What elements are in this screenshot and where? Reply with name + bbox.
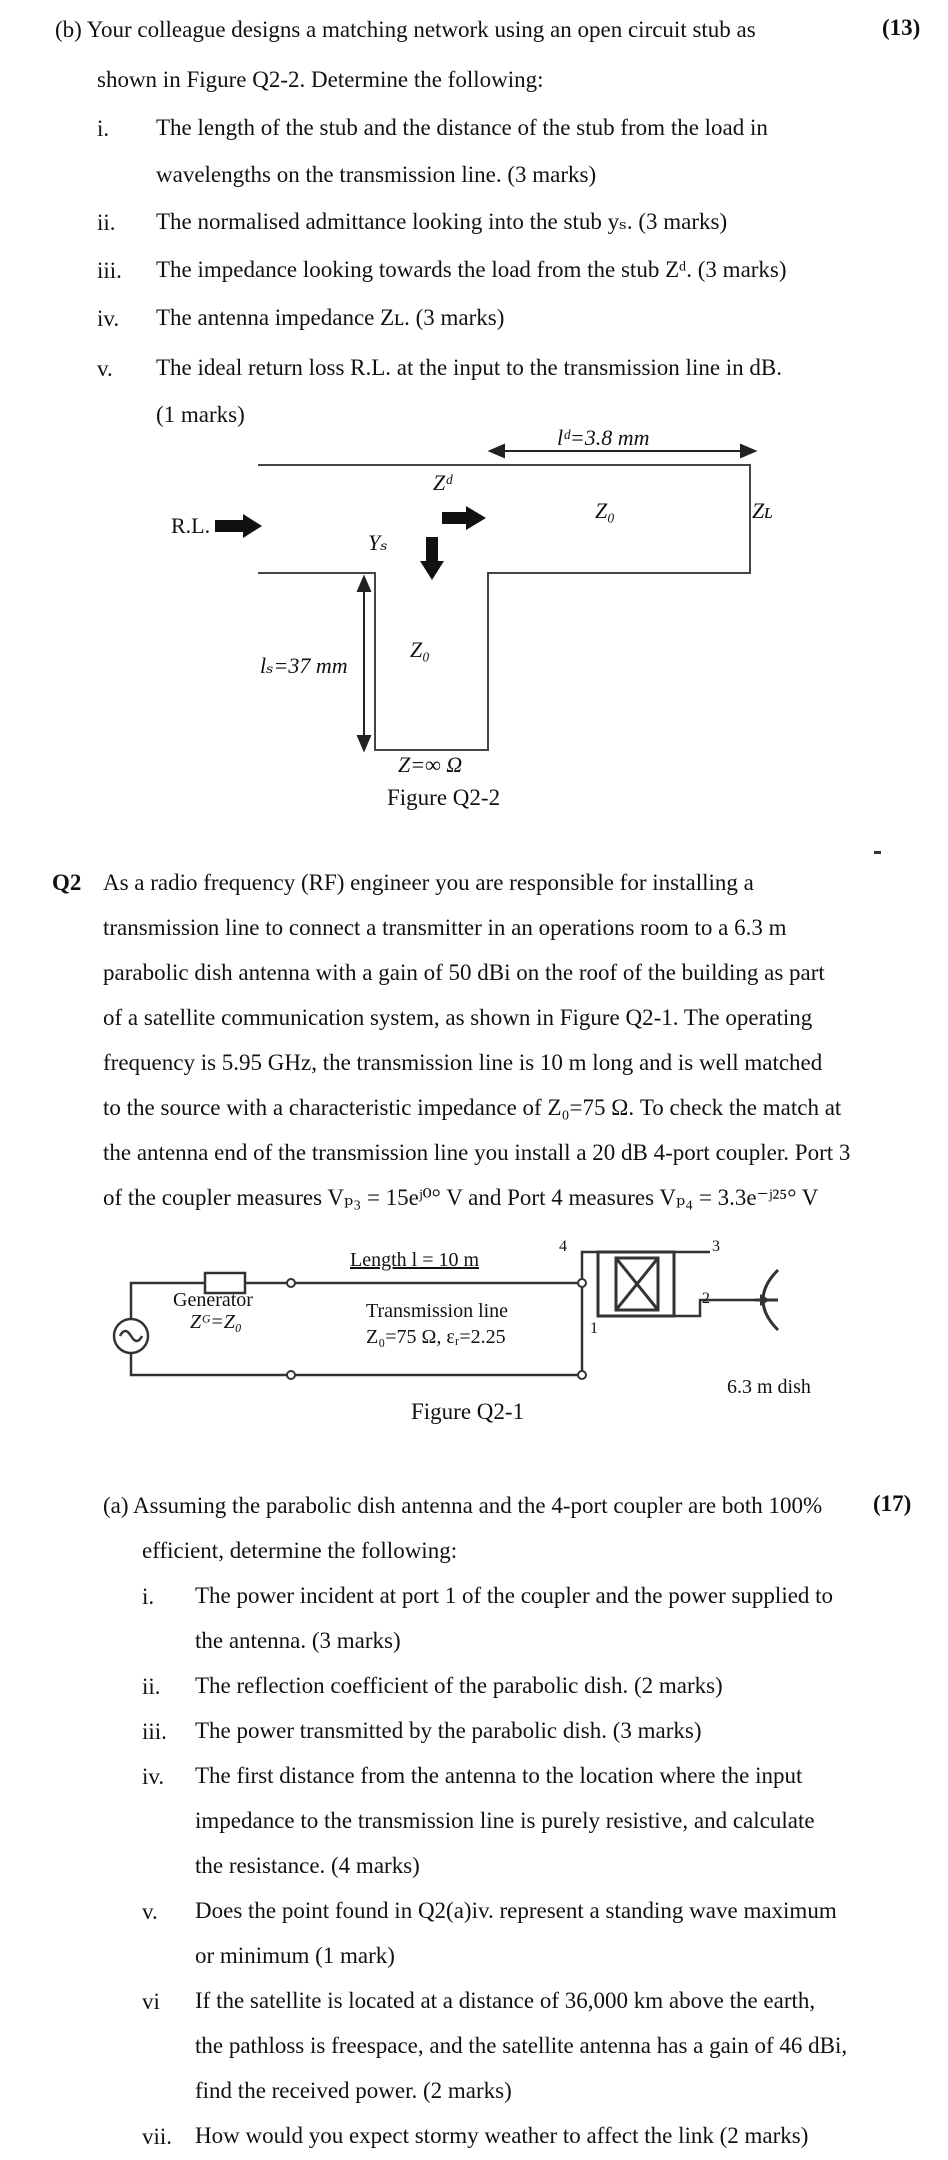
part-b-intro-line-1: (b) Your colleague designs a matching network using an open circuit stub as xyxy=(55,17,756,42)
part-b-item-text: The normalised admittance looking into the stub yₛ. (3 marks) xyxy=(156,209,728,234)
part-a-intro-line-2: efficient, determine the following: xyxy=(142,1538,458,1563)
port-4-label: 4 xyxy=(559,1238,567,1255)
q2-text-line: As a radio frequency (RF) engineer you are responsible for installing a xyxy=(103,870,754,895)
rl-arrow xyxy=(215,514,262,538)
part-b-item-text: (1 marks) xyxy=(156,402,245,427)
part-a-item-num: vi xyxy=(142,1989,160,2014)
part-a-item-num: vii. xyxy=(142,2124,173,2149)
part-a-item-text: If the satellite is located at a distance of 36,000 km above the earth, xyxy=(195,1988,816,2013)
figure-q2-2 xyxy=(0,0,948,830)
zd-arrow xyxy=(442,506,486,530)
ls-label: lₛ=37 mm xyxy=(260,653,348,678)
q2-text-line: transmission line to connect a transmitter in an operations room to a 6.3 m xyxy=(103,915,787,940)
dish-label: 6.3 m dish xyxy=(727,1376,811,1398)
tline-params-label: Z₀=75 Ω, εᵣ=2.25 xyxy=(366,1326,506,1348)
figure-q2-2-caption: Figure Q2-2 xyxy=(387,785,501,810)
part-a-item-num: ii. xyxy=(142,1674,161,1699)
part-a-item-text: Does the point found in Q2(a)iv. represent a standing wave maximum xyxy=(195,1898,837,1923)
part-b-item-num: i. xyxy=(97,116,110,141)
part-b-item-text: The antenna impedance Zʟ. (3 marks) xyxy=(156,305,505,330)
q2-text-line: to the source with a characteristic impedance of Z₀=75 Ω. To check the match at xyxy=(103,1095,842,1120)
part-b-item-text: The impedance looking towards the load from the stub Zᵈ. (3 marks) xyxy=(156,257,787,282)
part-a-item-text: The reflection coefficient of the parabolic dish. (2 marks) xyxy=(195,1673,723,1698)
part-a-item-text: the antenna. (3 marks) xyxy=(195,1628,401,1653)
part-a-item-num: iv. xyxy=(142,1764,165,1789)
port-1-label: 1 xyxy=(590,1320,598,1337)
tline-length-label: Length l = 10 m xyxy=(350,1249,480,1271)
part-b-intro-line-2: shown in Figure Q2-2. Determine the following: xyxy=(97,67,544,92)
z0-line-label: Z₀ xyxy=(595,498,615,523)
q2-text-line: of the coupler measures Vₚ₃ = 15eʲ⁰° V and Port 4 measures Vₚ₄ = 3.3e⁻ʲ²⁵° V xyxy=(103,1185,819,1210)
tline-outline xyxy=(258,465,750,750)
part-a-item-num: v. xyxy=(142,1899,158,1924)
ys-label: Yₛ xyxy=(368,530,388,555)
part-b-item-num: iv. xyxy=(97,306,120,331)
part-b-item-num: ii. xyxy=(97,210,116,235)
part-b-item-text: wavelengths on the transmission line. (3 marks) xyxy=(156,162,597,187)
tline-label: Transmission line xyxy=(366,1300,509,1322)
part-a-item-text: How would you expect stormy weather to affect the link (2 marks) xyxy=(195,2123,809,2148)
part-b-item-num: v. xyxy=(97,356,113,381)
ld-label: lᵈ=3.8 mm xyxy=(557,425,650,450)
part-a-item-text: impedance to the transmission line is purely resistive, and calculate xyxy=(195,1808,815,1833)
ls-dimension-arrow xyxy=(358,577,370,750)
generator-label: Generator xyxy=(173,1289,253,1311)
figure-q2-1-caption: Figure Q2-1 xyxy=(411,1399,525,1424)
q2-label: Q2 xyxy=(52,870,82,895)
part-b-marks: (13) xyxy=(882,15,921,40)
open-circuit-label: Z=∞ Ω xyxy=(398,752,463,777)
stray-mark xyxy=(874,851,881,854)
part-a-item-num: i. xyxy=(142,1584,155,1609)
part-a-item-text: The power transmitted by the parabolic dish. (3 marks) xyxy=(195,1718,702,1743)
zd-label: Zᵈ xyxy=(433,470,453,495)
q2-text-line: of a satellite communication system, as shown in Figure Q2-1. The operating xyxy=(103,1005,813,1030)
part-a-item-text: or minimum (1 mark) xyxy=(195,1943,395,1968)
part-a-intro-line-1: (a) Assuming the parabolic dish antenna and the 4-port coupler are both 100% xyxy=(103,1493,823,1518)
port-2-label: 2 xyxy=(702,1290,710,1307)
ys-arrow xyxy=(420,537,444,580)
part-a-marks: (17) xyxy=(873,1491,912,1516)
part-a-item-num: iii. xyxy=(142,1719,167,1744)
part-a-item-text: find the received power. (2 marks) xyxy=(195,2078,512,2103)
part-a-item-text: the resistance. (4 marks) xyxy=(195,1853,420,1878)
rl-label: R.L. xyxy=(171,513,211,538)
port-3-label: 3 xyxy=(712,1238,720,1255)
zl-label: Zʟ xyxy=(752,498,773,523)
generator-impedance-label: Zᴳ=Z₀ xyxy=(190,1311,242,1333)
q2-text-line: parabolic dish antenna with a gain of 50 dBi on the roof of the building as part xyxy=(103,960,825,985)
part-b-item-text: The length of the stub and the distance of the stub from the load in xyxy=(156,115,768,140)
part-b-item-num: iii. xyxy=(97,258,122,283)
z0-stub-label: Z₀ xyxy=(410,637,430,662)
q2-text-line: the antenna end of the transmission line you install a 20 dB 4-port coupler. Port 3 xyxy=(103,1140,851,1165)
part-a-item-text: the pathloss is freespace, and the satellite antenna has a gain of 46 dBi, xyxy=(195,2033,848,2058)
part-a-item-text: The power incident at port 1 of the coupler and the power supplied to xyxy=(195,1583,834,1608)
part-a-item-text: The first distance from the antenna to the location where the input xyxy=(195,1763,803,1788)
part-b-item-text: The ideal return loss R.L. at the input to the transmission line in dB. xyxy=(156,355,783,380)
q2-text-line: frequency is 5.95 GHz, the transmission line is 10 m long and is well matched xyxy=(103,1050,823,1075)
